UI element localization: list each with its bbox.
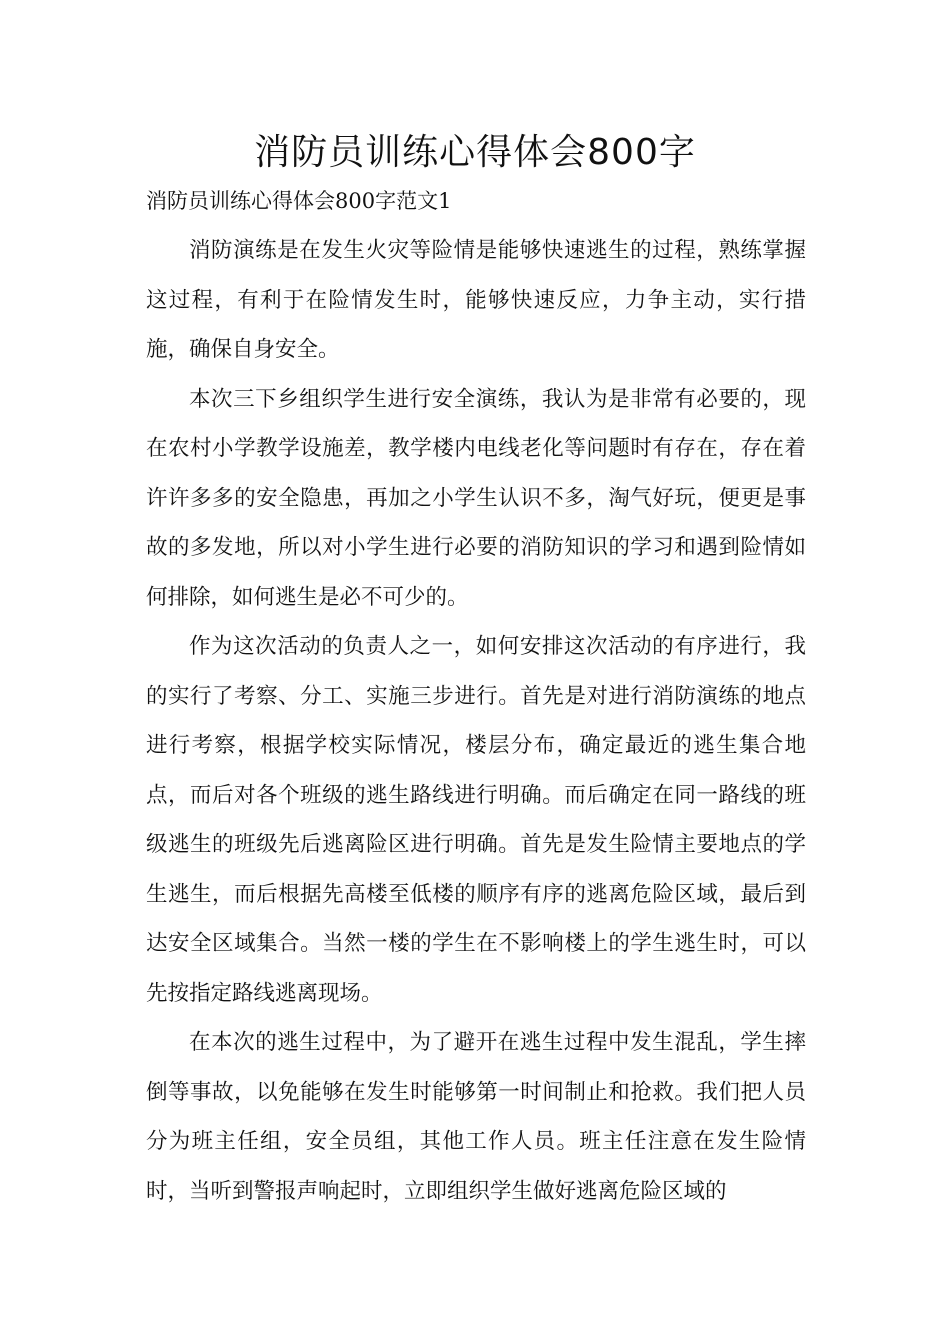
paragraph: 在本次的逃生过程中，为了避开在逃生过程中发生混乱，学生摔倒等事故，以免能够在发生时能够第一时间制止和抢救。我们把人员分为班主任组，安全员组，其他工作人员。班主任注意在发生险情时，当听到警报声响起时，立即组织学生做好逃离危险区域的 <box>146 1030 806 1204</box>
paragraph: 本次三下乡组织学生进行安全演练，我认为是非常有必要的，现在农村小学教学设施差，教学楼内电线老化等问题时有存在，存在着许许多多的安全隐患，再加之小学生认识不多，淘气好玩，便更是事故的多发地，所以对小学生进行必要的消防知识的学习和遇到险情如何排除，如何逃生是必不可少的。 <box>146 386 806 610</box>
paragraph: 作为这次活动的负责人之一，如何安排这次活动的有序进行，我的实行了考察、分工、实施三步进行。首先是对进行消防演练的地点进行考察，根据学校实际情况，楼层分布，确定最近的逃生集合地点，而后对各个班级的逃生路线进行明确。而后确定在同一路线的班级逃生的班级先后逃离险区进行明确。首先是发生险情主要地点的学生逃生，而后根据先高楼至低楼的顺序有序的逃离危险区域，最后到达安全区域集合。当然一楼的学生在不影响楼上的学生逃生时，可以先按指定路线逃离现场。 <box>146 634 806 1006</box>
document-title: 消防员训练心得体会800字 <box>254 132 696 173</box>
document-body <box>146 226 806 1216</box>
document-subtitle: 消防员训练心得体会800字范文1 <box>146 189 452 213</box>
paragraph: 消防演练是在发生火灾等险情是能够快速逃生的过程，熟练掌握这过程，有利于在险情发生时，能够快速反应，力争主动，实行措施，确保自身安全。 <box>146 238 806 362</box>
